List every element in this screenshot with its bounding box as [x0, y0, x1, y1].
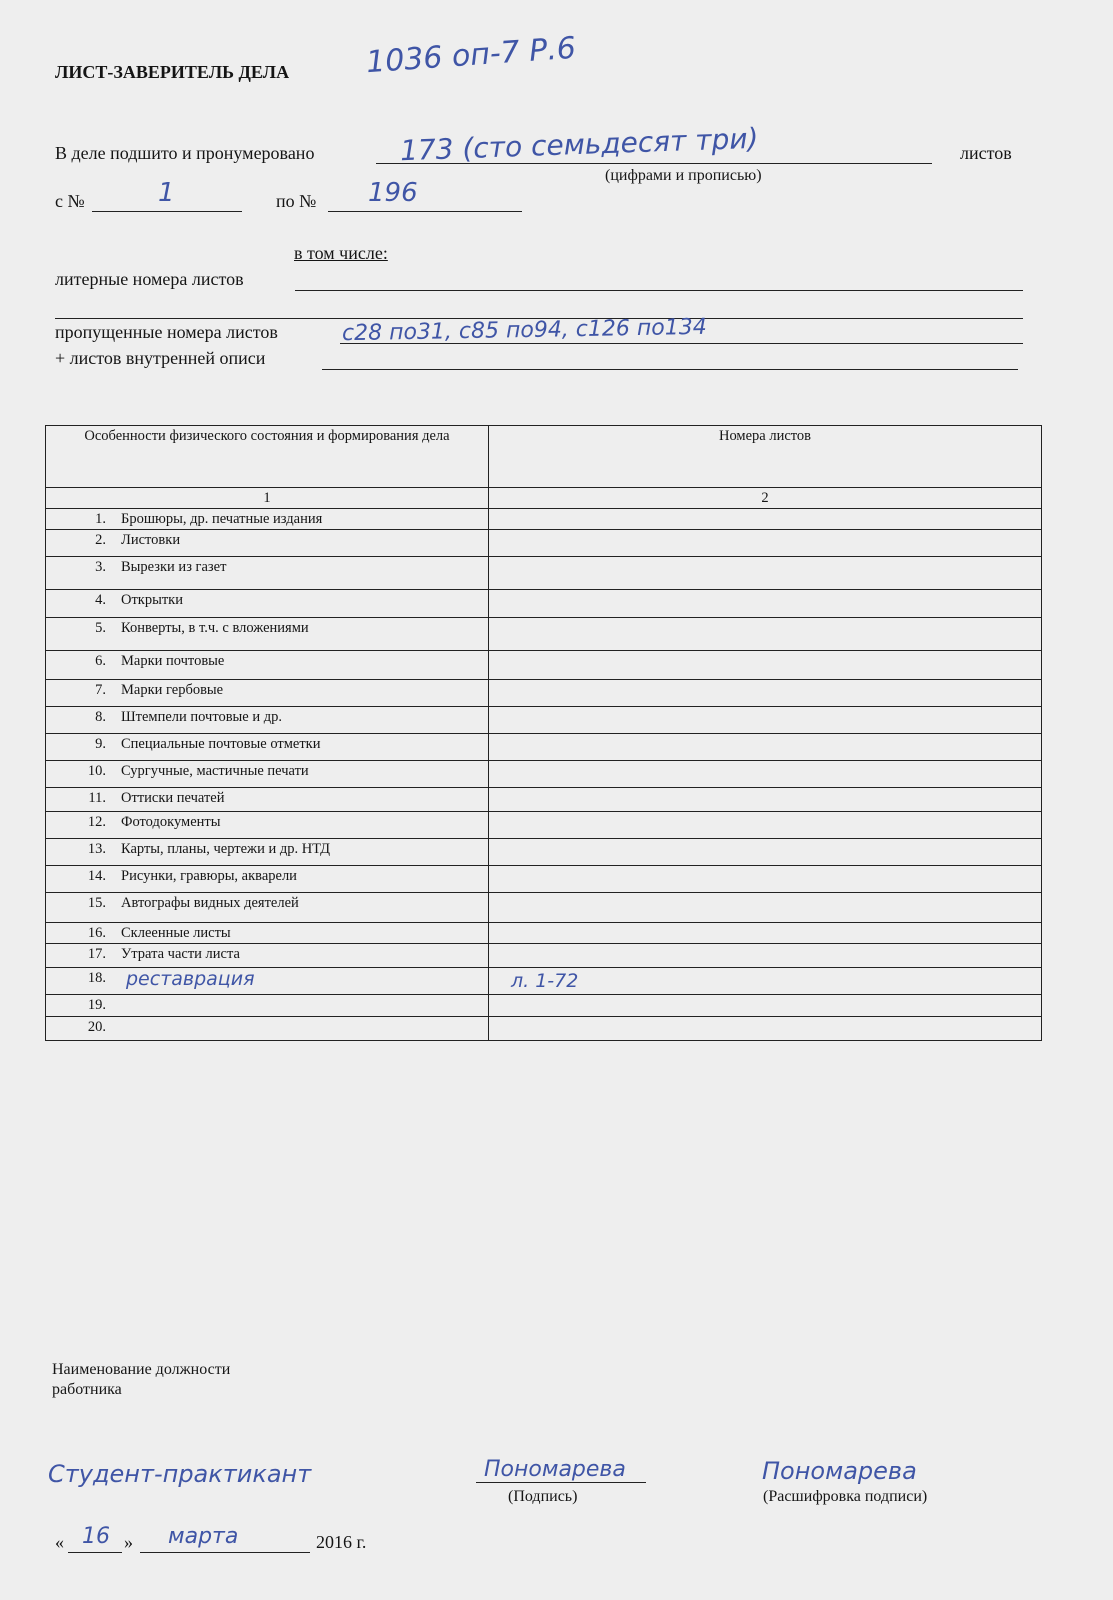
- row-label: Автографы видных деятелей: [121, 895, 299, 911]
- row-value-handwritten: л. 1-72: [511, 970, 579, 992]
- count-suffix: листов: [960, 143, 1012, 163]
- row-label: Сургучные, мастичные печати: [121, 763, 309, 779]
- table-row: [46, 651, 1042, 680]
- row-label: Открытки: [121, 592, 183, 608]
- table-row: [46, 923, 1042, 944]
- row-label: Марки гербовые: [121, 682, 224, 698]
- col1-number: 1: [46, 488, 489, 509]
- col1-header: Особенности физического состояния и формирования дела: [46, 426, 489, 488]
- row-value: [489, 839, 1042, 866]
- table-row: [46, 893, 1042, 923]
- table-row: [46, 944, 1042, 968]
- row-number: 17.: [87, 946, 106, 962]
- row-number: 18.: [87, 970, 106, 986]
- document-title: ЛИСТ-ЗАВЕРИТЕЛЬ ДЕЛА: [55, 62, 290, 82]
- row-label: Листовки: [121, 532, 181, 548]
- table-row: [46, 590, 1042, 618]
- table-row: [46, 557, 1042, 590]
- row-value: [489, 618, 1042, 651]
- case-ref-handwritten: 1036 оп-7 Р.6: [365, 30, 577, 81]
- row-value: [489, 923, 1042, 944]
- date-month-underline: [140, 1552, 310, 1553]
- row-value: [489, 680, 1042, 707]
- row-value: [489, 509, 1042, 530]
- row-value: [489, 590, 1042, 618]
- table-row: [46, 530, 1042, 557]
- row-number: 9.: [95, 736, 106, 752]
- row-label: Фотодокументы: [121, 814, 221, 830]
- position-value-handwritten: Студент-практикант: [48, 1460, 312, 1488]
- row-number: 4.: [95, 592, 106, 608]
- row-label: Склеенные листы: [121, 925, 231, 941]
- inventory-label: + листов внутренней описи: [55, 348, 266, 368]
- signature-handwritten: Пономарева: [484, 1457, 626, 1482]
- row-label: Вырезки из газет: [121, 559, 227, 575]
- table-row: [46, 866, 1042, 893]
- row-number: 11.: [88, 790, 106, 806]
- row-label: Утрата части листа: [121, 946, 240, 962]
- table-row: [46, 761, 1042, 788]
- from-underline: [92, 211, 242, 212]
- table-row: [46, 707, 1042, 734]
- row-value: [489, 651, 1042, 680]
- inventory-underline: [322, 369, 1018, 370]
- including-heading: в том числе:: [294, 243, 388, 263]
- row-value: [489, 968, 1042, 995]
- count-value-handwritten: 173 (сто семьдесят три): [399, 121, 759, 168]
- date-close-quote: »: [124, 1532, 133, 1552]
- row-label: Штемпели почтовые и др.: [121, 709, 283, 725]
- row-number: 19.: [87, 997, 106, 1013]
- row-number: 12.: [87, 814, 106, 830]
- table-row: [46, 812, 1042, 839]
- row-number: 20.: [87, 1019, 106, 1035]
- row-value: [489, 944, 1042, 968]
- col2-number: 2: [489, 488, 1042, 509]
- missing-numbers-value: с28 по31, с85 по94, с126 по134: [341, 314, 707, 347]
- to-label: по №: [276, 191, 317, 211]
- row-label: Карты, планы, чертежи и др. НТД: [121, 841, 331, 857]
- row-number: 16.: [87, 925, 106, 941]
- signature-label: (Подпись): [508, 1488, 578, 1505]
- row-number: 6.: [95, 653, 106, 669]
- row-value: [489, 761, 1042, 788]
- row-number: 7.: [95, 682, 106, 698]
- row-value: [489, 788, 1042, 812]
- date-year: 2016 г.: [316, 1532, 367, 1552]
- row-number: 13.: [87, 841, 106, 857]
- table-row: [46, 995, 1042, 1017]
- table-row: [46, 734, 1042, 761]
- row-value: [489, 1017, 1042, 1041]
- row-value: [489, 557, 1042, 590]
- signature-underline: [476, 1482, 646, 1483]
- letter-numbers-underline: [295, 290, 1023, 291]
- to-value: 196: [368, 178, 418, 208]
- to-underline: [328, 211, 522, 212]
- row-value: [489, 530, 1042, 557]
- row-value: [489, 707, 1042, 734]
- count-prefix: В деле подшито и пронумеровано: [55, 143, 315, 163]
- row-number: 3.: [95, 559, 106, 575]
- row-label: Брошюры, др. печатные издания: [121, 511, 323, 527]
- row-label: Специальные почтовые отметки: [121, 736, 321, 752]
- position-label: Наименование должности работника: [52, 1361, 231, 1398]
- missing-numbers-label: пропущенные номера листов: [55, 322, 278, 342]
- row-value: [489, 734, 1042, 761]
- row-label: Рисунки, гравюры, акварели: [121, 868, 297, 884]
- row-value: [489, 812, 1042, 839]
- row-number: 5.: [95, 620, 106, 636]
- date-month: марта: [168, 1524, 239, 1549]
- row-label: Конверты, в т.ч. с вложениями: [121, 620, 309, 636]
- from-value: 1: [158, 178, 175, 208]
- table-row: [46, 1017, 1042, 1041]
- table-row: [46, 788, 1042, 812]
- row-label: Оттиски печатей: [121, 790, 225, 806]
- table-row: [46, 968, 1042, 995]
- count-hint: (цифрами и прописью): [605, 167, 762, 184]
- condition-table: [45, 425, 1042, 1041]
- decode-value-handwritten: Пономарева: [762, 1457, 917, 1485]
- date-day-underline: [68, 1552, 122, 1553]
- letter-numbers-label: литерные номера листов: [55, 269, 244, 289]
- row-number: 14.: [87, 868, 106, 884]
- row-value: [489, 995, 1042, 1017]
- table-row: [46, 509, 1042, 530]
- row-number: 2.: [95, 532, 106, 548]
- row-value: [489, 893, 1042, 923]
- decode-label: (Расшифровка подписи): [763, 1488, 928, 1505]
- row-number: 15.: [87, 895, 106, 911]
- row-label-handwritten: реставрация: [126, 968, 255, 990]
- date-open-quote: «: [55, 1532, 64, 1552]
- row-number: 1.: [95, 511, 106, 527]
- table-row: [46, 839, 1042, 866]
- row-number: 10.: [87, 763, 106, 779]
- row-value: [489, 866, 1042, 893]
- col2-header: Номера листов: [489, 426, 1042, 488]
- table-row: [46, 618, 1042, 651]
- from-label: с №: [55, 191, 85, 211]
- date-day: 16: [82, 1524, 110, 1549]
- row-label: Марки почтовые: [121, 653, 225, 669]
- table-row: [46, 680, 1042, 707]
- row-number: 8.: [95, 709, 106, 725]
